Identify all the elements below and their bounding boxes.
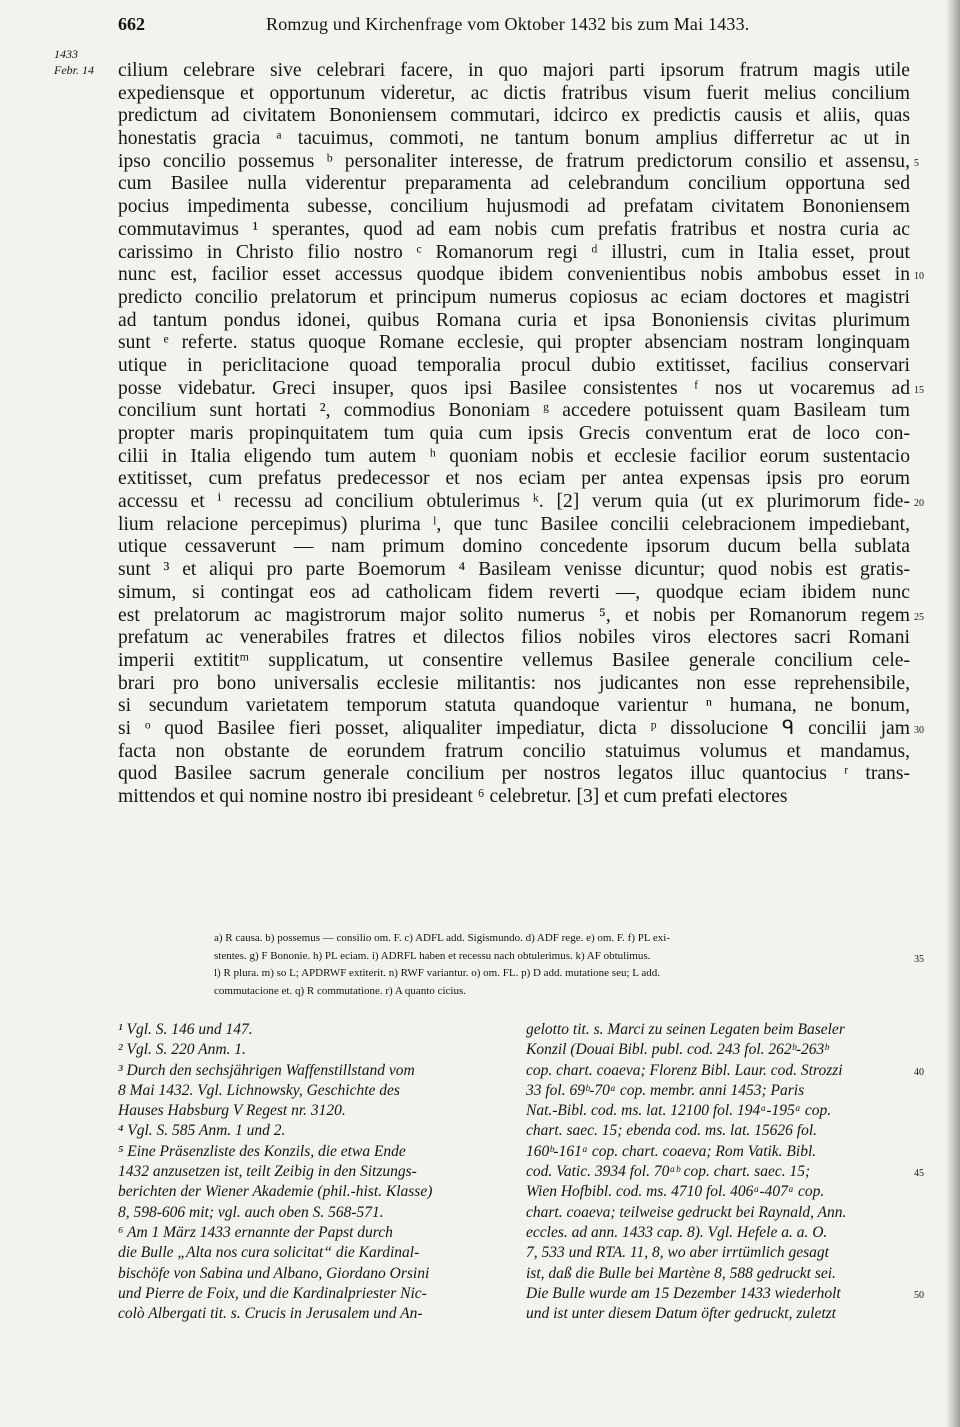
- footnote-line: Konzil (Douai Bibl. publ. cod. 243 fol. 262ᵇ-263ᵇ: [526, 1041, 829, 1059]
- footnote-line: ² Vgl. S. 220 Anm. 1.: [118, 1041, 246, 1059]
- footnote-line: und Pierre de Foix, und die Kardinalpriester Nic-: [118, 1284, 427, 1302]
- footnote-line: und ist unter diesem Datum öfter gedruckt, zuletzt: [526, 1305, 836, 1323]
- body-line: pocius impedimenta subesse, concilium hujusmodi ad prefatam civitatem Bononiensem: [118, 196, 910, 218]
- body-line: si ᵒ quod Basilee fieri posset, aliqualiter impediatur, dicta ᵖ dissolucione ᑫ concilii jam: [118, 717, 910, 739]
- footnote-line: 33 fol. 69ᵇ-70ᵃ cop. membr. anni 1453; Paris: [526, 1081, 805, 1099]
- footnote-line: ³ Durch den sechsjährigen Waffenstillstand vom: [118, 1061, 415, 1079]
- body-line: predicto concilio prelatorum et principum numerus copiosus ac eciam doctores et magistri: [118, 286, 910, 308]
- footnote-line: 8 Mai 1432. Vgl. Lichnowsky, Geschichte des: [118, 1081, 400, 1099]
- footnote-line: ⁴ Vgl. S. 585 Anm. 1 und 2.: [118, 1122, 286, 1140]
- footnote-line: Nat.-Bibl. cod. ms. lat. 12100 fol. 194ᵃ-195ᵃ cop.: [526, 1102, 832, 1120]
- footnote-line: eccles. ad ann. 1433 cap. 8). Vgl. Hefele a. a. O.: [526, 1223, 828, 1241]
- body-line: mittendos et qui nomine nostro ibi presideant ⁶ celebretur. [3] et cum prefati electores: [118, 786, 788, 807]
- body-line: prefatum ac venerabiles fratres et dilectos filios nobiles viros electores sacri Romani: [118, 627, 910, 649]
- footnote-line: chart. saec. 15; ebenda cod. ms. lat. 15626 fol.: [526, 1122, 818, 1140]
- footnote-line-number: 45: [914, 1168, 924, 1180]
- variant-line: commutacione et. q) R commutatione. r) A quanto cicius.: [214, 984, 467, 997]
- variant-line: l) R plura. m) so L; APDRWF extiterit. n) RWF variantur. o) om. FL. p) D add. mutatione seu; L add.: [214, 967, 660, 979]
- footnote-line-number: 40: [914, 1066, 924, 1078]
- body-line: est prelatorum ac magistrorum major solito numerus ⁵, et nobis per Romanorum regem: [118, 604, 910, 626]
- body-line: extitisset, cum prefatus predecessor et nos eciam per antea expensas ipsis pro eorum: [118, 468, 910, 490]
- line-number: 15: [914, 384, 924, 396]
- footnote-line: ⁵ Eine Präsenzliste des Konzils, die etwa Ende: [118, 1142, 406, 1160]
- footnote-line: ¹ Vgl. S. 146 und 147.: [118, 1021, 253, 1038]
- body-line: brari pro bono universalis ecclesie militantis: nos judicantes non esse reprehensibile,: [118, 672, 910, 694]
- body-line: posse videbatur. Greci insuper, quos ipsi Basilee consistentes ᶠ nos ut vocaremus ad: [118, 377, 910, 399]
- body-line: sunt ᵉ referte. status quoque Romane ecclesie, qui propter absenciam nostram longinquam: [118, 332, 910, 354]
- footnotes-left-column: [118, 1020, 508, 1324]
- body-line: quod Basilee sacrum generale concilium per nostros legatos illuc quantocius ʳ trans-: [118, 763, 910, 785]
- body-line: si secundum varietatem temporum statuta quandoque varientur ⁿ humana, ne bonum,: [118, 695, 910, 717]
- body-line: concilium sunt hortati ², commodius Bononiam ᵍ accedere potuissent quam Basileam tum: [118, 400, 910, 422]
- body-line: simum, si contingat eos ad catholicam fidem reverti —, quodque eciam ibidem nunc: [118, 581, 910, 603]
- footnote-line-number: 50: [914, 1290, 924, 1302]
- footnote-line: 1432 anzusetzen ist, teilt Zeibig in den Sitzungs-: [118, 1163, 417, 1181]
- footnote-line: Hauses Habsburg V Regest nr. 3120.: [118, 1102, 346, 1120]
- variant-line: a) R causa. b) possemus — consilio om. F. c) ADFL add. Sigismundo. d) ADF rege. e) om. F. f) PL exi-: [214, 932, 671, 944]
- body-line: cum Basilee nulla viderentur preparamenta ad celebrandum concilium opportuna sed: [118, 173, 910, 195]
- line-number: 10: [914, 271, 924, 282]
- body-line: commutavimus ¹ sperantes, quod ad eam nobis cum prefatis fratribus et nostra curia ac: [118, 218, 910, 240]
- body-line: utique cessaverunt — nam primum domino concedente ipsorum ducum bella sublata: [118, 536, 910, 558]
- footnote-line: 8, 598-606 mit; vgl. auch oben S. 568-571.: [118, 1203, 384, 1221]
- body-line: utique in periclitacione quoad temporalia procul dubio extitisset, facilius conservari: [118, 354, 910, 376]
- running-title: Romzug und Kirchenfrage vom Oktober 1432 bis zum Mai 1433.: [266, 14, 750, 34]
- body-line: lium relacione percepimus) plurima ˡ, que tunc Basilee concilii celebracionem impediebant,: [118, 513, 910, 535]
- line-number: 5: [914, 157, 919, 169]
- footnote-line: ist, daß die Bulle bei Martène 8, 588 gedruckt sei.: [526, 1264, 836, 1282]
- body-line: cilium celebrare sive celebrari facere, in quo majori parti ipsorum fratrum magis utile: [118, 60, 910, 81]
- footnote-line: chart. coaeva; teilweise gedruckt bei Raynald, Ann.: [526, 1203, 847, 1221]
- footnotes-right-column: [526, 1020, 910, 1324]
- line-number: 25: [914, 611, 924, 623]
- footnote-line: gelotto tit. s. Marci zu seinen Legaten beim Baseler: [526, 1021, 845, 1038]
- body-line: carissimo in Christo filio nostro ᶜ Romanorum regi ᵈ illustri, cum in Italia esset, prout: [118, 241, 910, 263]
- body-line: ipso concilio possemus ᵇ personaliter interesse, de fratrum predictorum consilio et assensu,: [118, 150, 910, 172]
- line-number: 30: [914, 725, 924, 736]
- running-head: [118, 14, 908, 42]
- footnote-line: 7, 533 und RTA. 11, 8, wo aber irrtümlich gesagt: [526, 1244, 829, 1262]
- margin-date: [54, 46, 94, 78]
- footnote-line: Wien Hofbibl. cod. ms. 4710 fol. 406ᵃ-407ᵃ cop.: [526, 1183, 825, 1201]
- margin-day: Febr. 14: [54, 63, 94, 77]
- body-line: honestatis gracia ᵃ tacuimus, commoti, ne tantum bonum amplius differretur ac ut in: [118, 128, 910, 150]
- footnote-line: cop. chart. coaeva; Florenz Bibl. Laur. cod. Strozzi: [526, 1061, 843, 1079]
- footnote-line: 160ᵇ-161ᵃ cop. chart. coaeva; Rom Vatik. Bibl.: [526, 1142, 817, 1160]
- footnote-line: berichten der Wiener Akademie (phil.-hist. Klasse): [118, 1183, 433, 1201]
- body-line: ad tantum pondus idonei, quibus Romana curia et ipsa Bononiensis civitas plurimum: [118, 309, 910, 331]
- footnote-line: ⁶ Am 1 März 1433 ernannte der Papst durch: [118, 1223, 393, 1241]
- footnote-line: bischöfe von Sabina und Albano, Giordano Orsini: [118, 1264, 430, 1282]
- line-number: 20: [914, 498, 924, 509]
- body-line: accessu et ⁱ recessu ad concilium obtulerimus ᵏ. [2] verum quia (ut ex plurimorum fide-: [118, 491, 910, 513]
- footnote-line: cod. Vatic. 3934 fol. 70ᵃᵇ cop. chart. saec. 15;: [526, 1163, 811, 1181]
- variant-line-number: 35: [914, 954, 924, 965]
- variant-apparatus: [214, 930, 910, 1000]
- variant-line: stentes. g) F Bononie. h) PL eciam. i) ADRFL haben et recessu nach obtulerimus. k) AF obtulimus.: [214, 949, 651, 962]
- body-line: predictum ad civitatem Bononiensem commutari, idcirco ex predictis causis et aliis, quas: [118, 105, 910, 127]
- body-line: propter maris propinquitatem tum quia cum ipsis Grecis conventum erat de loco con-: [118, 423, 910, 444]
- margin-year: 1433: [54, 47, 78, 61]
- footnote-line: die Bulle „Alta nos cura solicitat“ die Kardinal-: [118, 1244, 420, 1262]
- body-line: nunc est, facilior esset accessus quodque ibidem convenientibus nobis ambobus esset in: [118, 264, 910, 286]
- footnote-line: Die Bulle wurde am 15 Dezember 1433 wiederholt: [526, 1284, 841, 1302]
- body-line: sunt ³ et aliqui pro parte Boemorum ⁴ Basileam venisse dicuntur; quod nobis est gratis-: [118, 559, 910, 581]
- footnote-line: colò Albergati tit. s. Crucis in Jerusalem und An-: [118, 1305, 423, 1323]
- page-edge-shadow: [946, 0, 960, 1427]
- main-text: [118, 60, 910, 809]
- page-number: 662: [118, 14, 145, 34]
- body-line: facta non obstante de eorundem fratrum concilio statuimus volumus et mandamus,: [118, 740, 910, 762]
- body-line: cilii in Italia eligendo tum autem ʰ quoniam nobis et ecclesie facilior eorum sustentacio: [118, 445, 910, 467]
- body-line: expediensque et opportunum videretur, ac dictis fratribus visum fuerit melius concilium: [118, 82, 910, 104]
- body-line: imperii extititᵐ supplicatum, ut consentire vellemus Basilee generale concilium cele-: [118, 649, 910, 671]
